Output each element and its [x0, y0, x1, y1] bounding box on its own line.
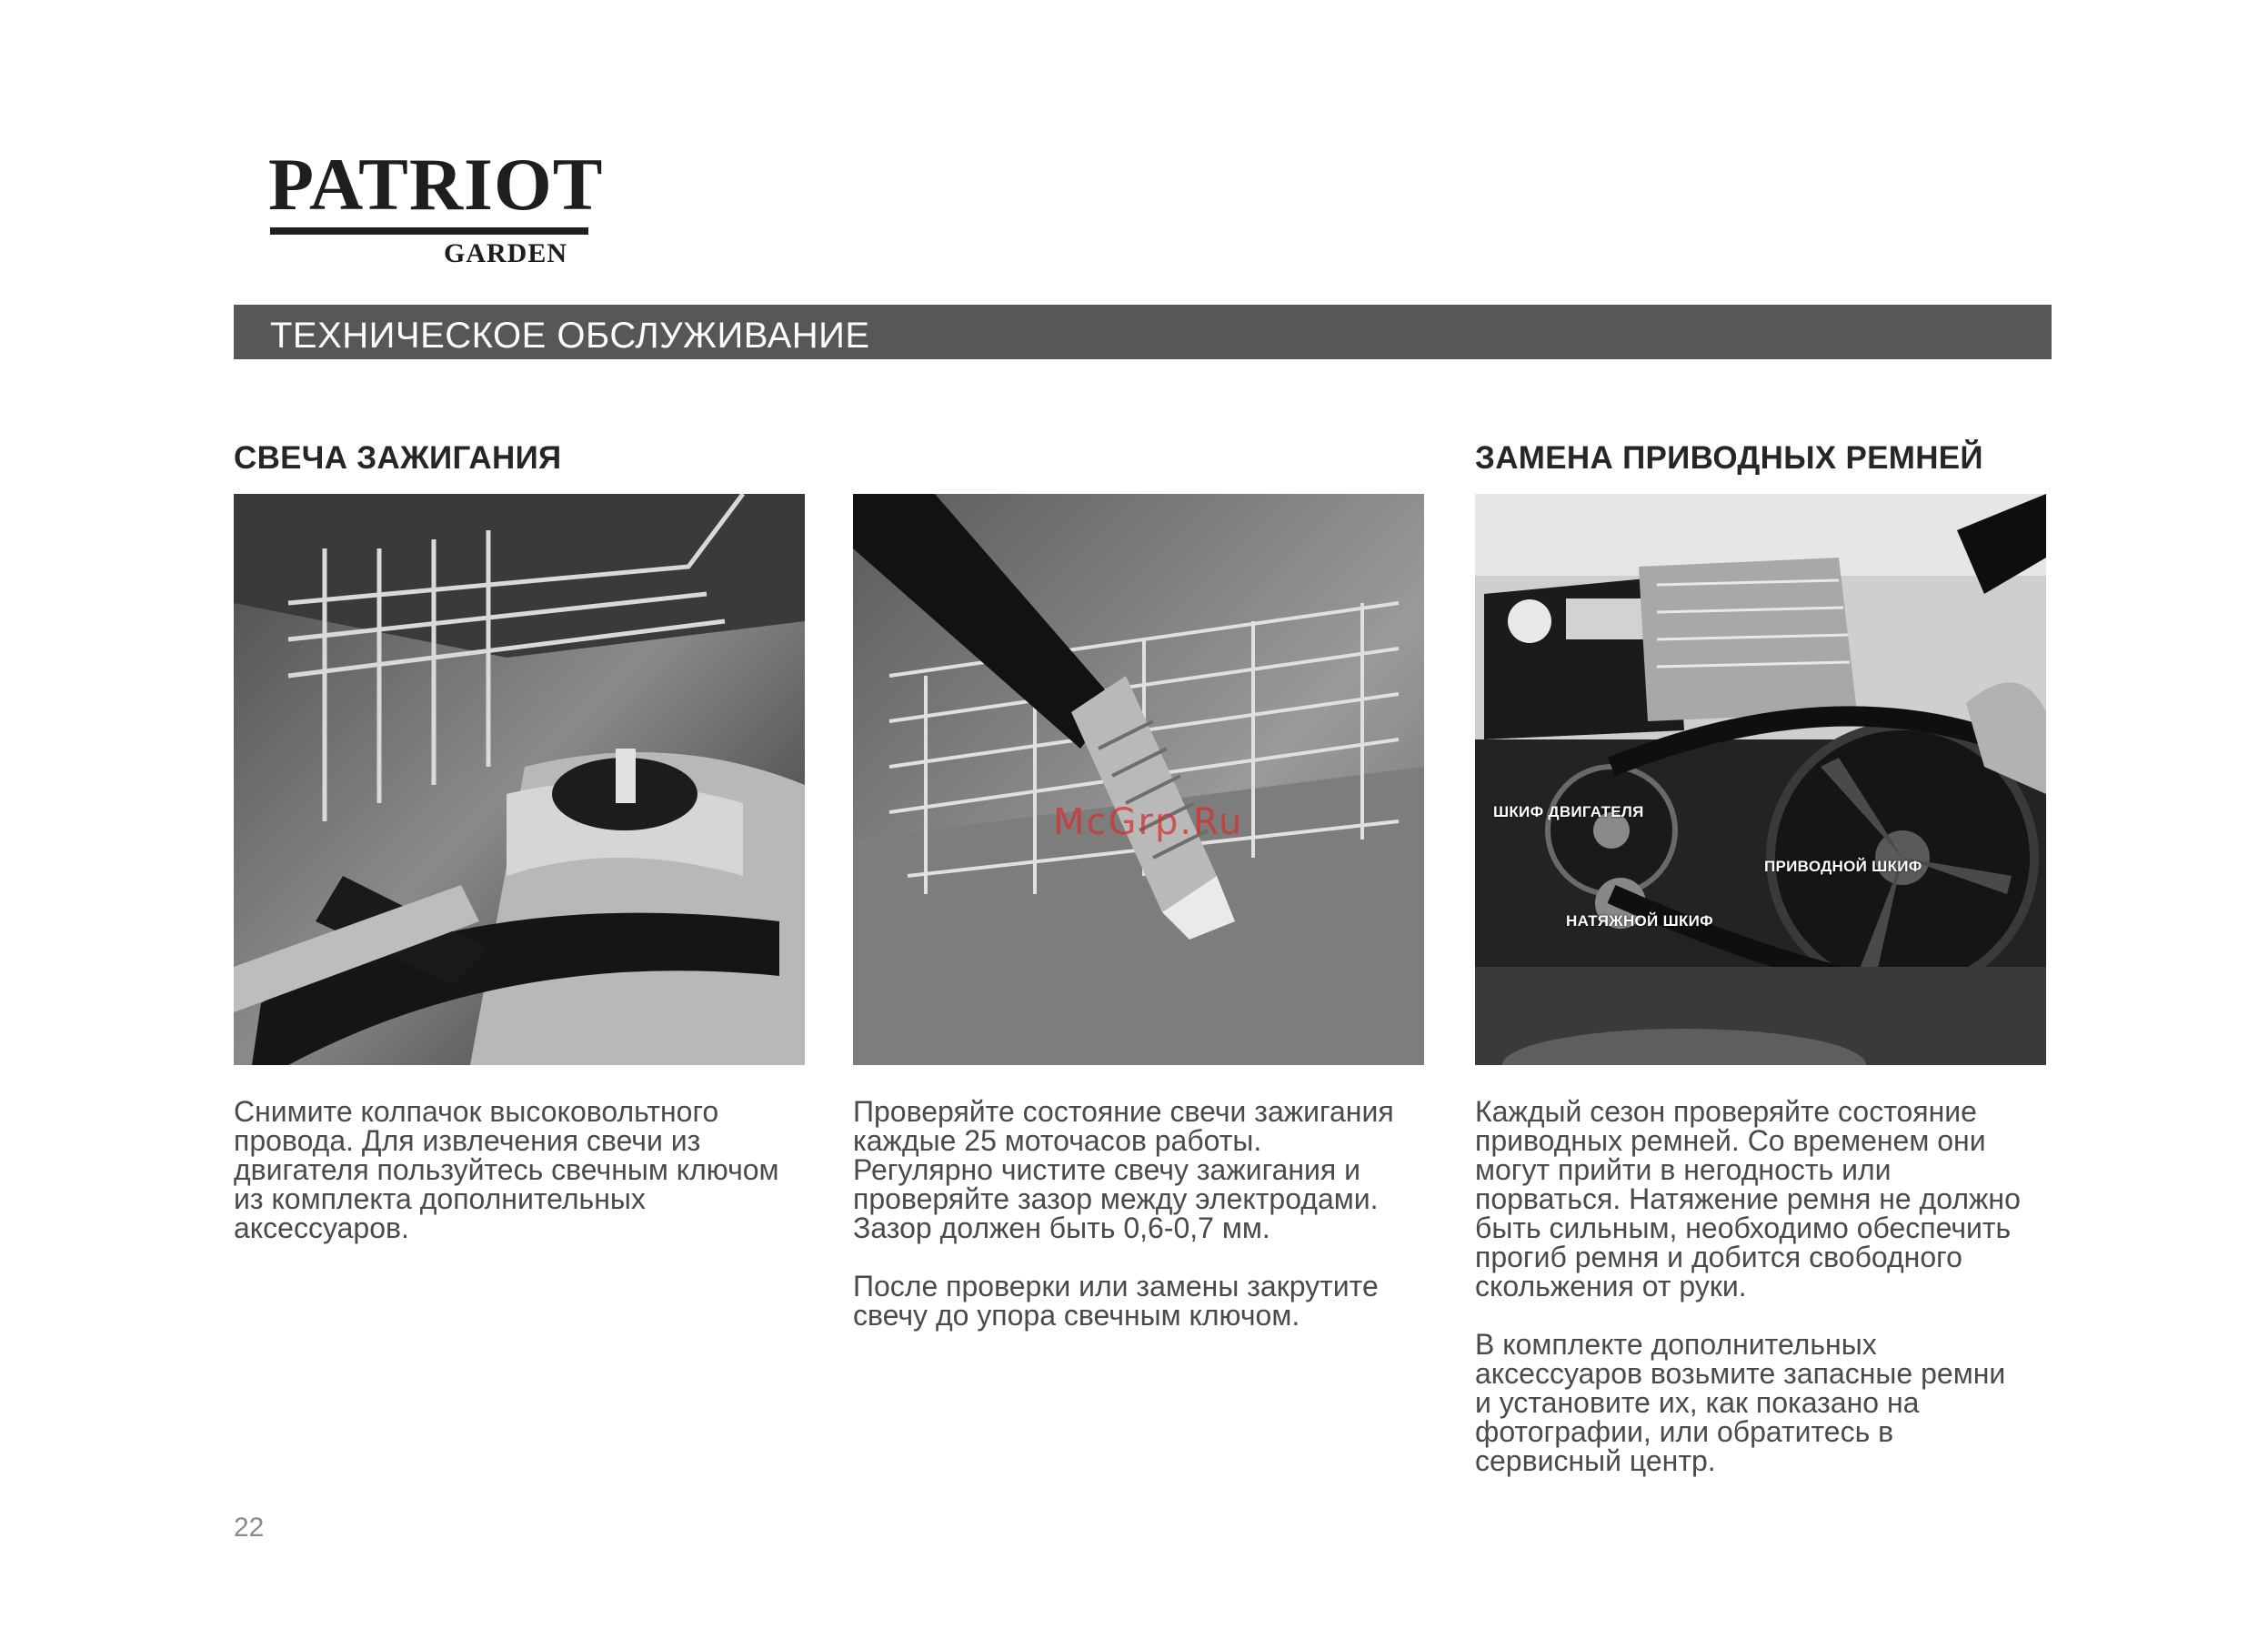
- label-tension-pulley: НАТЯЖНОЙ ШКИФ: [1566, 912, 1713, 930]
- col2-paragraph-2: После проверки или замены закрутите свечу до упора свечным ключом.: [853, 1270, 1379, 1332]
- photo-spark-plug-closeup: [853, 494, 1424, 1065]
- banner-title: ТЕХНИЧЕСКОЕ ОБСЛУЖИВАНИЕ: [270, 316, 870, 356]
- col1-paragraph: Снимите колпачок высоковольтного провода. Для извлечения свечи из двигателя пользуйтесь свечным ключом из комплекта дополнительных аксессуаров.: [234, 1095, 779, 1244]
- label-engine-pulley: ШКИФ ДВИГАТЕЛЯ: [1493, 803, 1644, 820]
- brand-logo-rule: [270, 227, 588, 235]
- heading-spark-plug: СВЕЧА ЗАЖИГАНИЯ: [234, 440, 562, 476]
- brand-logo-text: PATRIOT: [268, 143, 604, 226]
- page-number: 22: [234, 1513, 265, 1543]
- watermark-text: McGrp.Ru: [1053, 801, 1244, 843]
- label-drive-pulley: ПРИВОДНОЙ ШКИФ: [1764, 858, 1922, 875]
- col3-paragraph-2: В комплекте дополнительных аксессуаров возьмите запасные ремни и установите их, как показано на фотографии, или обратитесь в сервисный центр.: [1475, 1328, 2006, 1477]
- heading-belt-replacement: ЗАМЕНА ПРИВОДНЫХ РЕМНЕЙ: [1475, 440, 1983, 476]
- section-banner: [234, 305, 2052, 359]
- brand-logo-subtitle: GARDEN: [444, 238, 568, 268]
- col3-paragraph-1: Каждый сезон проверяйте состояние приводных ремней. Со временем они могут прийти в негодность или порваться. Натяжение ремня не должно быть сильным, необходимо обеспечить прогиб ремня и добится свободного скольжения от руки.: [1475, 1095, 2021, 1302]
- photo-belt-drive: [1475, 494, 2046, 1065]
- col2-paragraph-1: Проверяйте состояние свечи зажигания каждые 25 моточасов работы. Регулярно чистите свечу зажигания и проверяйте зазор между электродами. Зазор должен быть 0,6-0,7 мм.: [853, 1095, 1394, 1244]
- photo-spark-plug-removal: [234, 494, 805, 1065]
